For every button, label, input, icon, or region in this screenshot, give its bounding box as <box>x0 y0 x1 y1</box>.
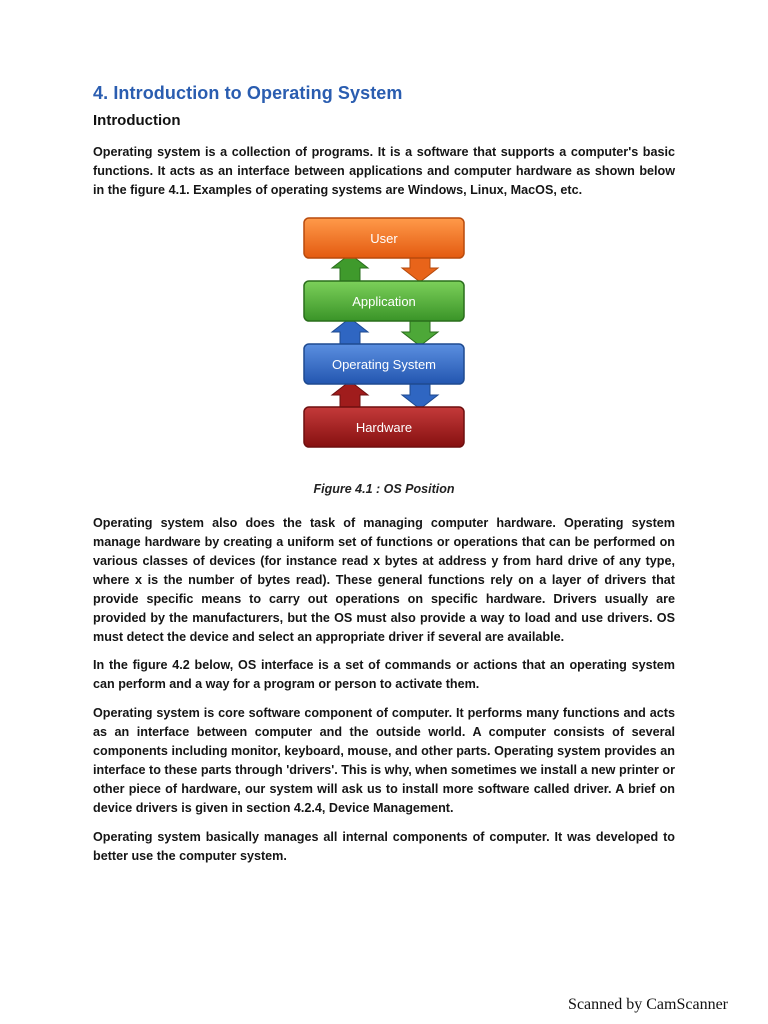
layer-hardware <box>304 407 464 447</box>
down-arrow-icon <box>402 318 438 346</box>
paragraph-os-interface: In the figure 4.2 below, OS interface is a set of commands or actions that an operating system can perform and a way for a program or person to activate them. <box>93 658 675 691</box>
paragraph-hardware-management: Operating system also does the task of managing computer hardware. Operating system manage hardware by creating a uniform set of functions or operations that can be performed on various classes of devices (for instance read x bytes at address y from hard drive of any type, where x is the number of bytes read). These general functions rely on a layer of drivers that provide specific means to carry out operations on specific hardware. Drivers usually are provided by the manufacturers, but the OS must also provide a way to load and use drivers. OS must detect the device and select an appropriate driver if several are available. <box>93 516 675 644</box>
layer-hardware-label: Hardware <box>355 420 413 435</box>
layer-application <box>304 281 464 321</box>
paragraph-core-software: Operating system is core software component of computer. It performs many functions and acts as an interface between computer and the outside world. A computer consists of several components including monitor, keyboard, mouse, and other parts. Operating system provides an interface to these parts through 'drivers'. This is why, when sometimes we install a new printer or other piece of hardware, our system will ask us to install more software called driver. A brief on device drivers is given in section 4.2.4, Device Management. <box>93 706 675 815</box>
chapter-title: 4. Introduction to Operating System <box>93 83 403 103</box>
figure-caption: Figure 4.1 : OS Position <box>313 482 455 496</box>
scanner-watermark: Scanned by CamScanner <box>568 996 728 1013</box>
section-heading: Introduction <box>93 112 181 129</box>
up-arrow-icon <box>332 318 368 346</box>
arrow-group-app-os <box>332 318 438 346</box>
paragraph-internal-components: Operating system basically manages all internal components of computer. It was developed to better use the computer system. <box>93 830 675 863</box>
os-position-figure <box>300 214 468 458</box>
arrow-group-os-hw <box>332 381 438 409</box>
up-arrow-icon <box>332 381 368 409</box>
down-arrow-icon <box>402 381 438 409</box>
layer-user <box>304 218 464 258</box>
paragraph-intro: Operating system is a collection of programs. It is a software that supports a computer's basic functions. It acts as an interface between applications and computer hardware as shown below in the figure 4.1. Examples of operating systems are Windows, Linux, MacOS, etc. <box>93 145 675 197</box>
layer-operating-system-label: Operating System <box>331 357 437 372</box>
layer-user-label: User <box>370 231 398 246</box>
layer-operating-system <box>304 344 464 384</box>
layer-application-label: Application <box>352 294 416 309</box>
